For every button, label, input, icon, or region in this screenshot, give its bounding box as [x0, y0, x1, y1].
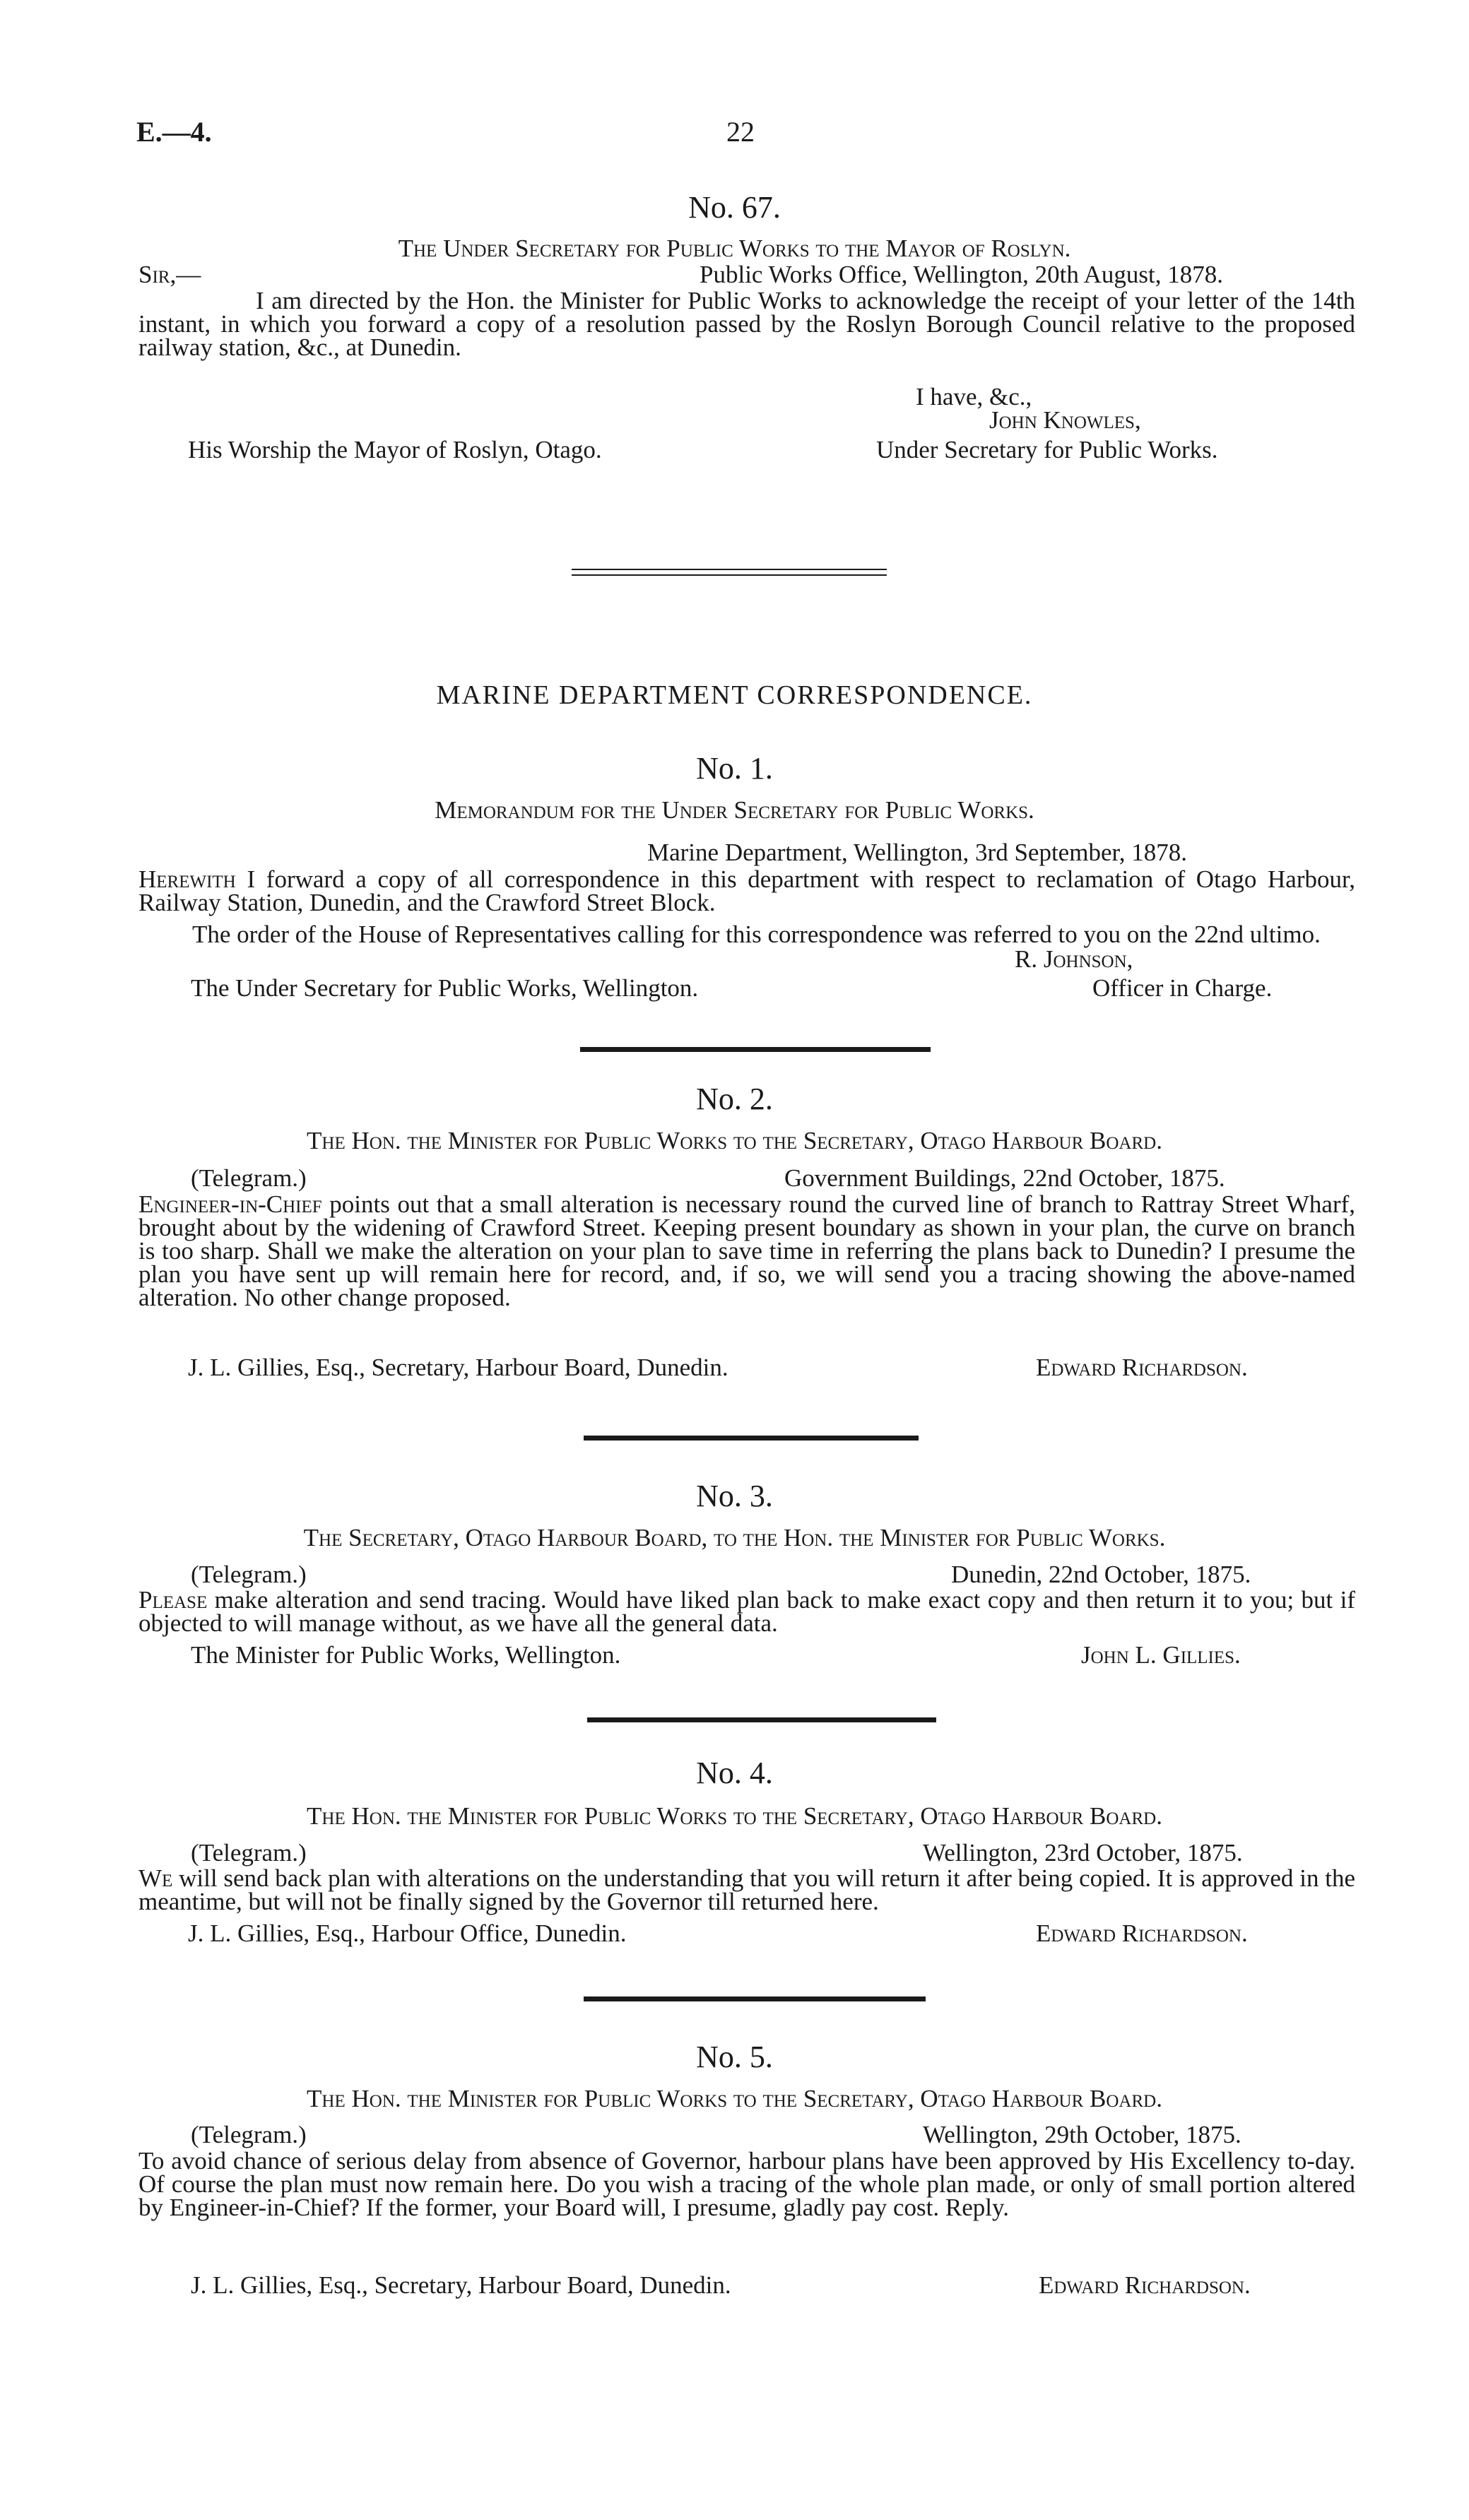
marine-no3-type: (Telegram.): [191, 1561, 307, 1588]
marine-no4-heading: The Hon. the Minister for Public Works to the Secretary, Otago Harbour Board.: [307, 1802, 1162, 1830]
marine-no4-body: [138, 1864, 1355, 1915]
marine-no1-addressee: The Under Secretary for Public Works, Wellington.: [191, 974, 699, 1002]
marine-no1-signature: R. Johnson,: [1015, 945, 1133, 973]
marine-no5-number: No. 5.: [696, 2040, 773, 2074]
marine-no4-type: (Telegram.): [191, 1839, 307, 1867]
marine-no2-body: [138, 1190, 1356, 1311]
marine-no5-dateline: Wellington, 29th October, 1875.: [923, 2121, 1241, 2148]
marine-no3-number: No. 3.: [696, 1479, 773, 1513]
marine-no3-body: [138, 1588, 1355, 1635]
divider-3: [587, 1717, 936, 1722]
letter-67-dateline: Public Works Office, Wellington, 20th August, 1878.: [700, 261, 1224, 288]
marine-no4-body-lead: We: [138, 1864, 173, 1892]
letter-67-signature: John Knowles,: [989, 406, 1141, 434]
divider-4: [584, 1997, 926, 2001]
marine-no2-signature: Edward Richardson.: [1036, 1354, 1248, 1381]
marine-no5-type: (Telegram.): [191, 2121, 307, 2148]
section-divider: [572, 569, 887, 570]
letter-67-signature-title: Under Secretary for Public Works.: [876, 436, 1218, 463]
marine-no1-body: [138, 865, 1356, 916]
marine-no5-signature: Edward Richardson.: [1039, 2271, 1251, 2299]
marine-no3-body-text: make alteration and send tracing. Would have liked plan back to make exact copy and then return it to you; but if objected to will manage without, as we have all the general data.: [138, 1586, 1356, 1637]
marine-no1-signature-title: Officer in Charge.: [1092, 974, 1273, 1002]
marine-no1-dateline: Marine Department, Wellington, 3rd September, 1878.: [647, 839, 1187, 866]
marine-no1-body-text: I forward a copy of all correspondence in this department with respect to reclamation of Otago Harbour, Railway Station, Dunedin, and the Crawford Street Block.: [138, 865, 1356, 916]
marine-no2-heading: The Hon. the Minister for Public Works to the Secretary, Otago Harbour Board.: [307, 1127, 1162, 1154]
marine-no2-body-text: points out that a small alteration is necessary round the curved line of branch to Rattray Street Wharf, brought about by the widening of Crawford Street. Keeping present boundary as shown in your plan, the curve on branch is too sharp. Shall we make the alteration on your plan to save time in referring the plans back to Dunedin? I presume the plan you have sent up will remain here for record, and, if so, we will send you a tracing showing the above-named alteration. No other change proposed.: [138, 1190, 1356, 1311]
marine-no1-heading: Memorandum for the Under Secretary for Public Works.: [435, 796, 1034, 824]
letter-67-number: No. 67.: [688, 190, 781, 225]
marine-no4-signature: Edward Richardson.: [1036, 1919, 1248, 1947]
marine-no3-signature: John L. Gillies.: [1081, 1641, 1241, 1669]
marine-no1-body-lead: Herewith: [138, 865, 236, 893]
marine-no5-addressee: J. L. Gillies, Esq., Secretary, Harbour Board, Dunedin.: [191, 2271, 731, 2299]
divider-1: [580, 1047, 931, 1052]
marine-no3-addressee: The Minister for Public Works, Wellington.: [191, 1641, 621, 1669]
marine-no5-body: To avoid chance of serious delay from absence of Governor, harbour plans have been approved by His Excellency to-day. Of course the plan must now remain here. Do you wish a tracing of the whole plan made, or only of small portion altered by Engineer-in-Chief? If the former, your Board will, I presume, gladly pay cost. Reply.: [138, 2147, 1355, 2221]
marine-no2-number: No. 2.: [696, 1082, 773, 1116]
marine-no1-number: No. 1.: [696, 751, 773, 786]
letter-67-heading: The Under Secretary for Public Works to the Mayor of Roslyn.: [398, 235, 1071, 262]
section-title: MARINE DEPARTMENT CORRESPONDENCE.: [436, 680, 1033, 710]
marine-no4-dateline: Wellington, 23rd October, 1875.: [923, 1839, 1243, 1867]
marine-no4-addressee: J. L. Gillies, Esq., Harbour Office, Dunedin.: [188, 1919, 627, 1947]
divider-2: [584, 1436, 919, 1441]
marine-no4-number: No. 4.: [696, 1756, 773, 1790]
marine-no2-dateline: Government Buildings, 22nd October, 1875.: [784, 1164, 1225, 1192]
marine-no3-dateline: Dunedin, 22nd October, 1875.: [951, 1561, 1251, 1588]
letter-67-addressee: His Worship the Mayor of Roslyn, Otago.: [188, 436, 602, 463]
letter-67-body: I am directed by the Hon. the Minister for Public Works to acknowledge the receipt of your letter of the 14th instant, in which you forward a copy of a resolution passed by the Roslyn Borough Council relative to the proposed railway station, &c., at Dunedin.: [138, 287, 1355, 361]
marine-no2-addressee: J. L. Gillies, Esq., Secretary, Harbour Board, Dunedin.: [188, 1354, 728, 1381]
document-code: E.—4.: [136, 116, 212, 148]
letter-67-closing: I have, &c.,: [916, 383, 1032, 410]
marine-no4-body-text: will send back plan with alterations on the understanding that you will return it after being copied. It is approved in the meantime, but will not be finally signed by the Governor till returned here.: [138, 1864, 1355, 1915]
page-number: 22: [726, 116, 755, 148]
marine-no2-type: (Telegram.): [191, 1164, 307, 1192]
marine-no3-body-lead: Please: [138, 1586, 208, 1614]
letter-67-salutation: Sir,—: [138, 261, 201, 288]
marine-no3-heading: The Secretary, Otago Harbour Board, to the Hon. the Minister for Public Works.: [303, 1524, 1166, 1551]
marine-no1-body2: The order of the House of Representatives calling for this correspondence was referred to you on the 22nd ultimo.: [192, 921, 1321, 948]
marine-no2-body-lead: Engineer-in-Chief: [138, 1190, 322, 1218]
marine-no5-heading: The Hon. the Minister for Public Works to the Secretary, Otago Harbour Board.: [307, 2085, 1162, 2112]
